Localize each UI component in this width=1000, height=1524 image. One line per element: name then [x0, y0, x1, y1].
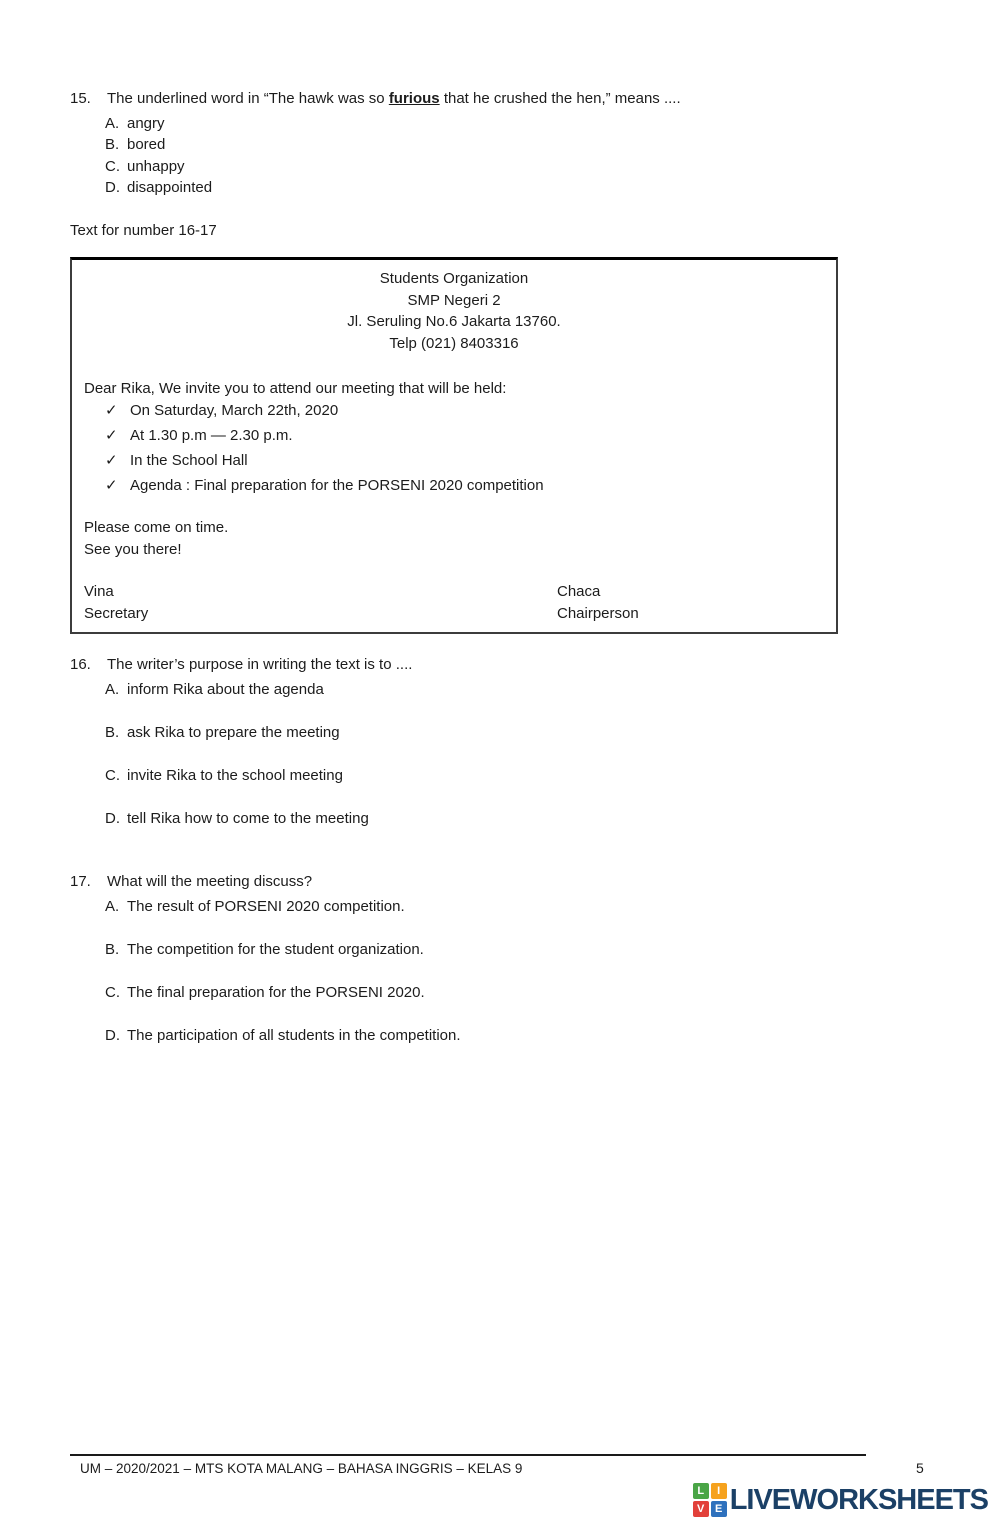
question-text: What will the meeting discuss? [107, 873, 313, 890]
option-text: The result of PORSENI 2020 competition. [127, 897, 405, 915]
letter-detail-text: Agenda : Final preparation for the PORSENI 2020 competition [130, 476, 544, 494]
signature-role: Chairperson [557, 604, 639, 622]
text-reference-label: Text for number 16-17 [70, 222, 217, 239]
underlined-word: furious [388, 90, 440, 107]
question-15-text-before: The underlined word in “The hawk was so [107, 90, 389, 107]
question-16-prompt [70, 654, 950, 676]
question-17-option-a[interactable] [105, 896, 950, 918]
question-17-option-c[interactable] [105, 982, 950, 1004]
question-15-text-after: that he crushed the hen,” means .... [439, 90, 681, 107]
option-text: angry [127, 114, 165, 132]
letter-phone: Telp (021) 8403316 [389, 334, 519, 352]
liveworksheets-wordmark: LIVEWORKSHEETS [729, 1483, 988, 1516]
option-letter: B. [105, 136, 120, 153]
option-text: disappointed [127, 179, 213, 196]
logo-tile-v: V [693, 1501, 709, 1517]
liveworksheets-grid-icon [693, 1483, 727, 1517]
option-letter: D. [105, 1026, 120, 1044]
option-text: The final preparation for the PORSENI 2020. [127, 983, 425, 1001]
option-letter: B. [105, 723, 120, 741]
question-16-option-a[interactable] [105, 679, 950, 701]
logo-tile-l: L [693, 1483, 709, 1499]
option-letter: C. [105, 766, 120, 784]
question-number: 16. [70, 656, 91, 673]
question-17-option-b[interactable] [105, 939, 950, 961]
signature-chairperson [557, 581, 639, 624]
option-letter: A. [105, 897, 120, 915]
letter-detail-agenda [105, 475, 824, 497]
letter-detail-date [105, 400, 824, 422]
letter-closing [84, 517, 824, 560]
signature-secretary [84, 581, 148, 624]
question-text: The writer’s purpose in writing the text is to .... [107, 656, 413, 673]
question-17-prompt [70, 871, 950, 893]
option-text: The competition for the student organization. [127, 940, 424, 958]
question-16 [70, 654, 950, 851]
check-icon: ✓ [105, 476, 118, 494]
signature-name: Vina [84, 583, 114, 600]
footer-exam-info: UM – 2020/2021 – MTS KOTA MALANG – BAHASA INGGRIS – KELAS 9 [80, 1461, 523, 1476]
question-15-option-d[interactable] [105, 177, 950, 199]
question-15-option-a[interactable] [105, 113, 950, 135]
letter-greeting: Dear Rika, We invite you to attend our meeting that will be held: [84, 380, 507, 397]
letter-detail-text: In the School Hall [130, 451, 248, 469]
question-17 [70, 871, 950, 1068]
check-icon: ✓ [105, 426, 118, 444]
option-text: inform Rika about the agenda [127, 680, 324, 698]
question-number: 17. [70, 873, 91, 890]
option-text: invite Rika to the school meeting [127, 766, 343, 784]
letter-detail-text: On Saturday, March 22th, 2020 [130, 401, 339, 419]
option-letter: C. [105, 157, 120, 175]
option-letter: D. [105, 179, 120, 196]
question-15-option-b[interactable] [105, 134, 950, 156]
letter-detail-time [105, 425, 824, 447]
letter-details [84, 400, 824, 497]
invitation-letter [70, 257, 838, 634]
option-letter: C. [105, 983, 120, 1001]
letter-org-name: Students Organization [379, 270, 529, 287]
signature-name: Chaca [557, 583, 601, 600]
check-icon: ✓ [105, 451, 118, 469]
letter-signatures [84, 581, 824, 624]
question-16-option-b[interactable] [105, 722, 950, 744]
question-17-options [105, 896, 950, 1047]
option-text: bored [127, 136, 166, 153]
liveworksheets-logo[interactable] [693, 1483, 988, 1517]
footer-divider [70, 1454, 866, 1456]
question-16-options [105, 679, 950, 830]
question-16-option-c[interactable] [105, 765, 950, 787]
question-15-prompt [70, 88, 950, 110]
logo-tile-i: I [711, 1483, 727, 1499]
option-text: tell Rika how to come to the meeting [127, 809, 369, 827]
page-number: 5 [916, 1460, 924, 1476]
question-15 [70, 88, 950, 199]
signature-role: Secretary [84, 604, 149, 622]
option-text: unhappy [127, 157, 185, 175]
letter-school-name: SMP Negeri 2 [407, 291, 501, 309]
letter-address: Jl. Seruling No.6 Jakarta 13760. [347, 313, 561, 330]
question-text [107, 88, 950, 110]
option-letter: A. [105, 680, 120, 698]
letter-detail-place [105, 450, 824, 472]
check-icon: ✓ [105, 401, 118, 419]
question-15-option-c[interactable] [105, 156, 950, 178]
letter-detail-text: At 1.30 p.m — 2.30 p.m. [130, 426, 293, 444]
option-text: ask Rika to prepare the meeting [127, 723, 340, 741]
option-letter: B. [105, 940, 120, 958]
letter-header [84, 268, 824, 354]
closing-line: See you there! [84, 540, 182, 558]
option-text: The participation of all students in the competition. [127, 1026, 461, 1044]
logo-tile-e: E [711, 1501, 727, 1517]
option-letter: A. [105, 114, 120, 132]
question-number: 15. [70, 90, 91, 107]
question-16-option-d[interactable] [105, 808, 950, 830]
option-letter: D. [105, 809, 120, 827]
closing-line: Please come on time. [84, 519, 229, 536]
question-15-options [105, 113, 950, 199]
question-17-option-d[interactable] [105, 1025, 950, 1047]
